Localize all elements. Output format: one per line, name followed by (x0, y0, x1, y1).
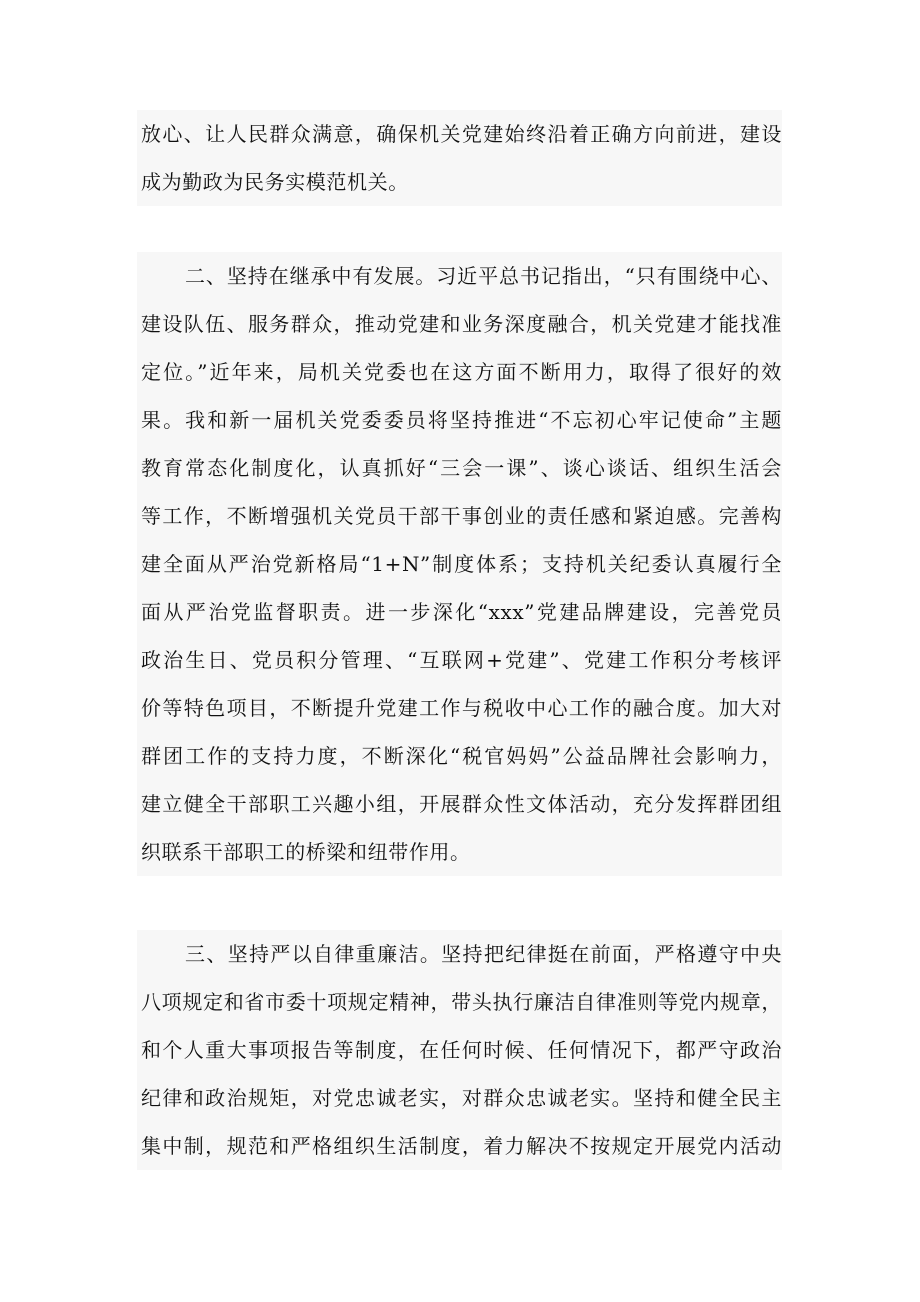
paragraph-line: 八项规定和省市委十项规定精神，带头执行廉洁自律准则等党内规章， (141, 990, 782, 1014)
paragraph-line: 教育常态化制度化，认真抓好“三会一课”、谈心谈话、组织生活会 (141, 456, 782, 480)
paragraph-line: 果。我和新一届机关党委委员将坚持推进“不忘初心牢记使命”主题 (141, 408, 782, 432)
paragraph-line: 三、坚持严以自律重廉洁。坚持把纪律挺在前面，严格遵守中央 (185, 942, 782, 966)
paragraph-3 (137, 930, 782, 1170)
paragraph-line: 政治生日、党员积分管理、“互联网+党建”、党建工作积分考核评 (141, 648, 782, 672)
paragraph-line: 纪律和政治规矩，对党忠诚老实，对群众忠诚老实。坚持和健全民主 (141, 1086, 782, 1110)
paragraph-2 (137, 252, 782, 876)
paragraph-line: 群团工作的支持力度，不断深化“税官妈妈”公益品牌社会影响力， (141, 744, 782, 768)
paragraph-line: 建立健全干部职工兴趣小组，开展群众性文体活动，充分发挥群团组 (141, 792, 782, 816)
paragraph-line: 放心、让人民群众满意，确保机关党建始终沿着正确方向前进，建设 (141, 122, 782, 146)
paragraph-line: 面从严治党监督职责。进一步深化“xxx”党建品牌建设，完善党员 (141, 600, 782, 624)
paragraph-line: 建全面从严治党新格局“1+N”制度体系；支持机关纪委认真履行全 (141, 552, 782, 576)
paragraph-line: 二、坚持在继承中有发展。习近平总书记指出，“只有围绕中心、 (185, 264, 782, 288)
paragraph-line: 织联系干部职工的桥梁和纽带作用。 (141, 840, 471, 864)
paragraph-line: 成为勤政为民务实模范机关。 (141, 170, 409, 194)
paragraph-line: 和个人重大事项报告等制度，在任何时候、任何情况下，都严守政治 (141, 1038, 782, 1062)
paragraph-line: 集中制，规范和严格组织生活制度，着力解决不按规定开展党内活动 (141, 1134, 782, 1158)
paragraph-line: 等工作，不断增强机关党员干部干事创业的责任感和紧迫感。完善构 (141, 504, 782, 528)
paragraph-line: 定位。”近年来，局机关党委也在这方面不断用力，取得了很好的效 (141, 360, 782, 384)
paragraph-1 (137, 110, 782, 206)
paragraph-line: 价等特色项目，不断提升党建工作与税收中心工作的融合度。加大对 (141, 696, 782, 720)
paragraph-line: 建设队伍、服务群众，推动党建和业务深度融合，机关党建才能找准 (141, 312, 782, 336)
